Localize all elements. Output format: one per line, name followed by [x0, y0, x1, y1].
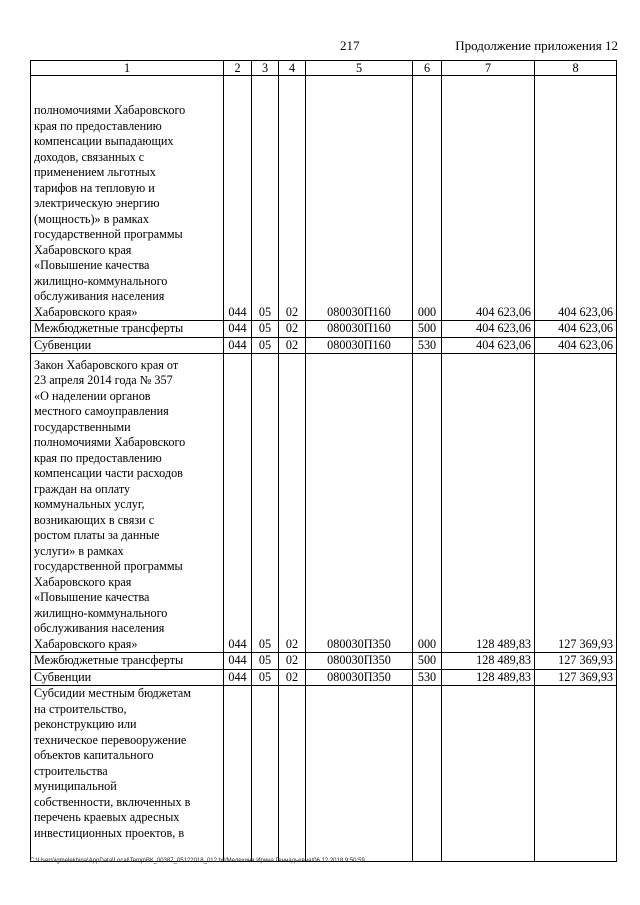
- row-description: Закон Хабаровского края от 23 апреля 2014 года № 357 «О наделении органов местного самоуправления государственными полномочиями Хабаровского края по предоставлению компенсации части расходов граждан на оплату коммунальных услуг, возникающих в связи с ростом платы за данные услуги» в рамках государственной программы Хабаровского края «Повышение качества жилищно-коммунального обслуживания населения Хабаровского края»: [31, 354, 224, 653]
- row-description: Субвенции: [31, 669, 224, 686]
- cell-amount-2: 127 369,93: [535, 653, 617, 670]
- cell-amount-1: [442, 686, 535, 862]
- row-description: Субвенции: [31, 337, 224, 354]
- cell-target-article: 080030П350: [306, 669, 413, 686]
- cell-amount-2: [535, 686, 617, 862]
- cell-amount-2: 404 623,06: [535, 76, 617, 321]
- cell-section: 05: [252, 354, 279, 653]
- cell-expense-type: 500: [413, 653, 442, 670]
- cell-expense-type: 000: [413, 354, 442, 653]
- table-row: [31, 337, 617, 354]
- table-row: [31, 653, 617, 670]
- cell-target-article: 080030П160: [306, 76, 413, 321]
- table-row: [31, 669, 617, 686]
- cell-subsection: [279, 686, 306, 862]
- cell-amount-2: 404 623,06: [535, 321, 617, 338]
- cell-amount-1: 128 489,83: [442, 354, 535, 653]
- column-number: 6: [413, 61, 442, 76]
- table-row: [31, 354, 617, 653]
- cell-amount-2: 127 369,93: [535, 354, 617, 653]
- cell-subsection: 02: [279, 337, 306, 354]
- cell-ministry-code: 044: [224, 76, 252, 321]
- cell-expense-type: 000: [413, 76, 442, 321]
- table-row: [31, 686, 617, 862]
- cell-section: 05: [252, 337, 279, 354]
- column-number: 1: [31, 61, 224, 76]
- cell-amount-1: 404 623,06: [442, 337, 535, 354]
- cell-target-article: 080030П160: [306, 337, 413, 354]
- table-row: [31, 321, 617, 338]
- cell-expense-type: 530: [413, 669, 442, 686]
- cell-subsection: 02: [279, 653, 306, 670]
- column-number: 7: [442, 61, 535, 76]
- cell-target-article: 080030П350: [306, 653, 413, 670]
- cell-expense-type: [413, 686, 442, 862]
- cell-target-article: 080030П350: [306, 354, 413, 653]
- cell-ministry-code: 044: [224, 669, 252, 686]
- cell-expense-type: 500: [413, 321, 442, 338]
- cell-amount-2: 404 623,06: [535, 337, 617, 354]
- cell-amount-1: 404 623,06: [442, 321, 535, 338]
- cell-target-article: [306, 686, 413, 862]
- cell-ministry-code: [224, 686, 252, 862]
- row-description: полномочиями Хабаровского края по предоставлению компенсации выпадающих доходов, связанных с применением льготных тарифов на тепловую и электрическую энергию (мощность)» в рамках государственной программы Хабаровского края «Повышение качества жилищно-коммунального обслуживания населения Хабаровского края»: [31, 76, 224, 321]
- row-description: Межбюджетные трансферты: [31, 321, 224, 338]
- continuation-label: Продолжение приложения 12: [455, 38, 618, 53]
- row-description: Субсидии местным бюджетам на строительство, реконструкцию или техническое перевооружение объектов капитального строительства муниципальной собственности, включенных в перечень краевых адресных инвестиционных проектов, в: [31, 686, 224, 862]
- column-number: 5: [306, 61, 413, 76]
- budget-table: [30, 60, 617, 862]
- column-number: 8: [535, 61, 617, 76]
- cell-subsection: 02: [279, 354, 306, 653]
- column-number: 4: [279, 61, 306, 76]
- cell-section: 05: [252, 321, 279, 338]
- cell-section: 05: [252, 76, 279, 321]
- cell-expense-type: 530: [413, 337, 442, 354]
- cell-ministry-code: 044: [224, 653, 252, 670]
- cell-amount-1: 128 489,83: [442, 669, 535, 686]
- cell-amount-1: 128 489,83: [442, 653, 535, 670]
- cell-amount-1: 404 623,06: [442, 76, 535, 321]
- column-number: 2: [224, 61, 252, 76]
- cell-amount-2: 127 369,93: [535, 669, 617, 686]
- cell-subsection: 02: [279, 321, 306, 338]
- cell-section: 05: [252, 653, 279, 670]
- cell-ministry-code: 044: [224, 321, 252, 338]
- cell-section: 05: [252, 669, 279, 686]
- cell-section: [252, 686, 279, 862]
- row-description: Межбюджетные трансферты: [31, 653, 224, 670]
- table-row: [31, 76, 617, 321]
- cell-subsection: 02: [279, 76, 306, 321]
- file-path-footer: C:\Users\igmelekhina\AppData\Local\Temp\ВК_00387_05122018_012.txt/Мелехина Ирина Геннадьевна/06.12.2018 9:50:59: [30, 858, 365, 864]
- cell-ministry-code: 044: [224, 354, 252, 653]
- cell-ministry-code: 044: [224, 337, 252, 354]
- column-number-row: [31, 61, 617, 76]
- cell-target-article: 080030П160: [306, 321, 413, 338]
- column-number: 3: [252, 61, 279, 76]
- cell-subsection: 02: [279, 669, 306, 686]
- page-number: 217: [340, 38, 360, 53]
